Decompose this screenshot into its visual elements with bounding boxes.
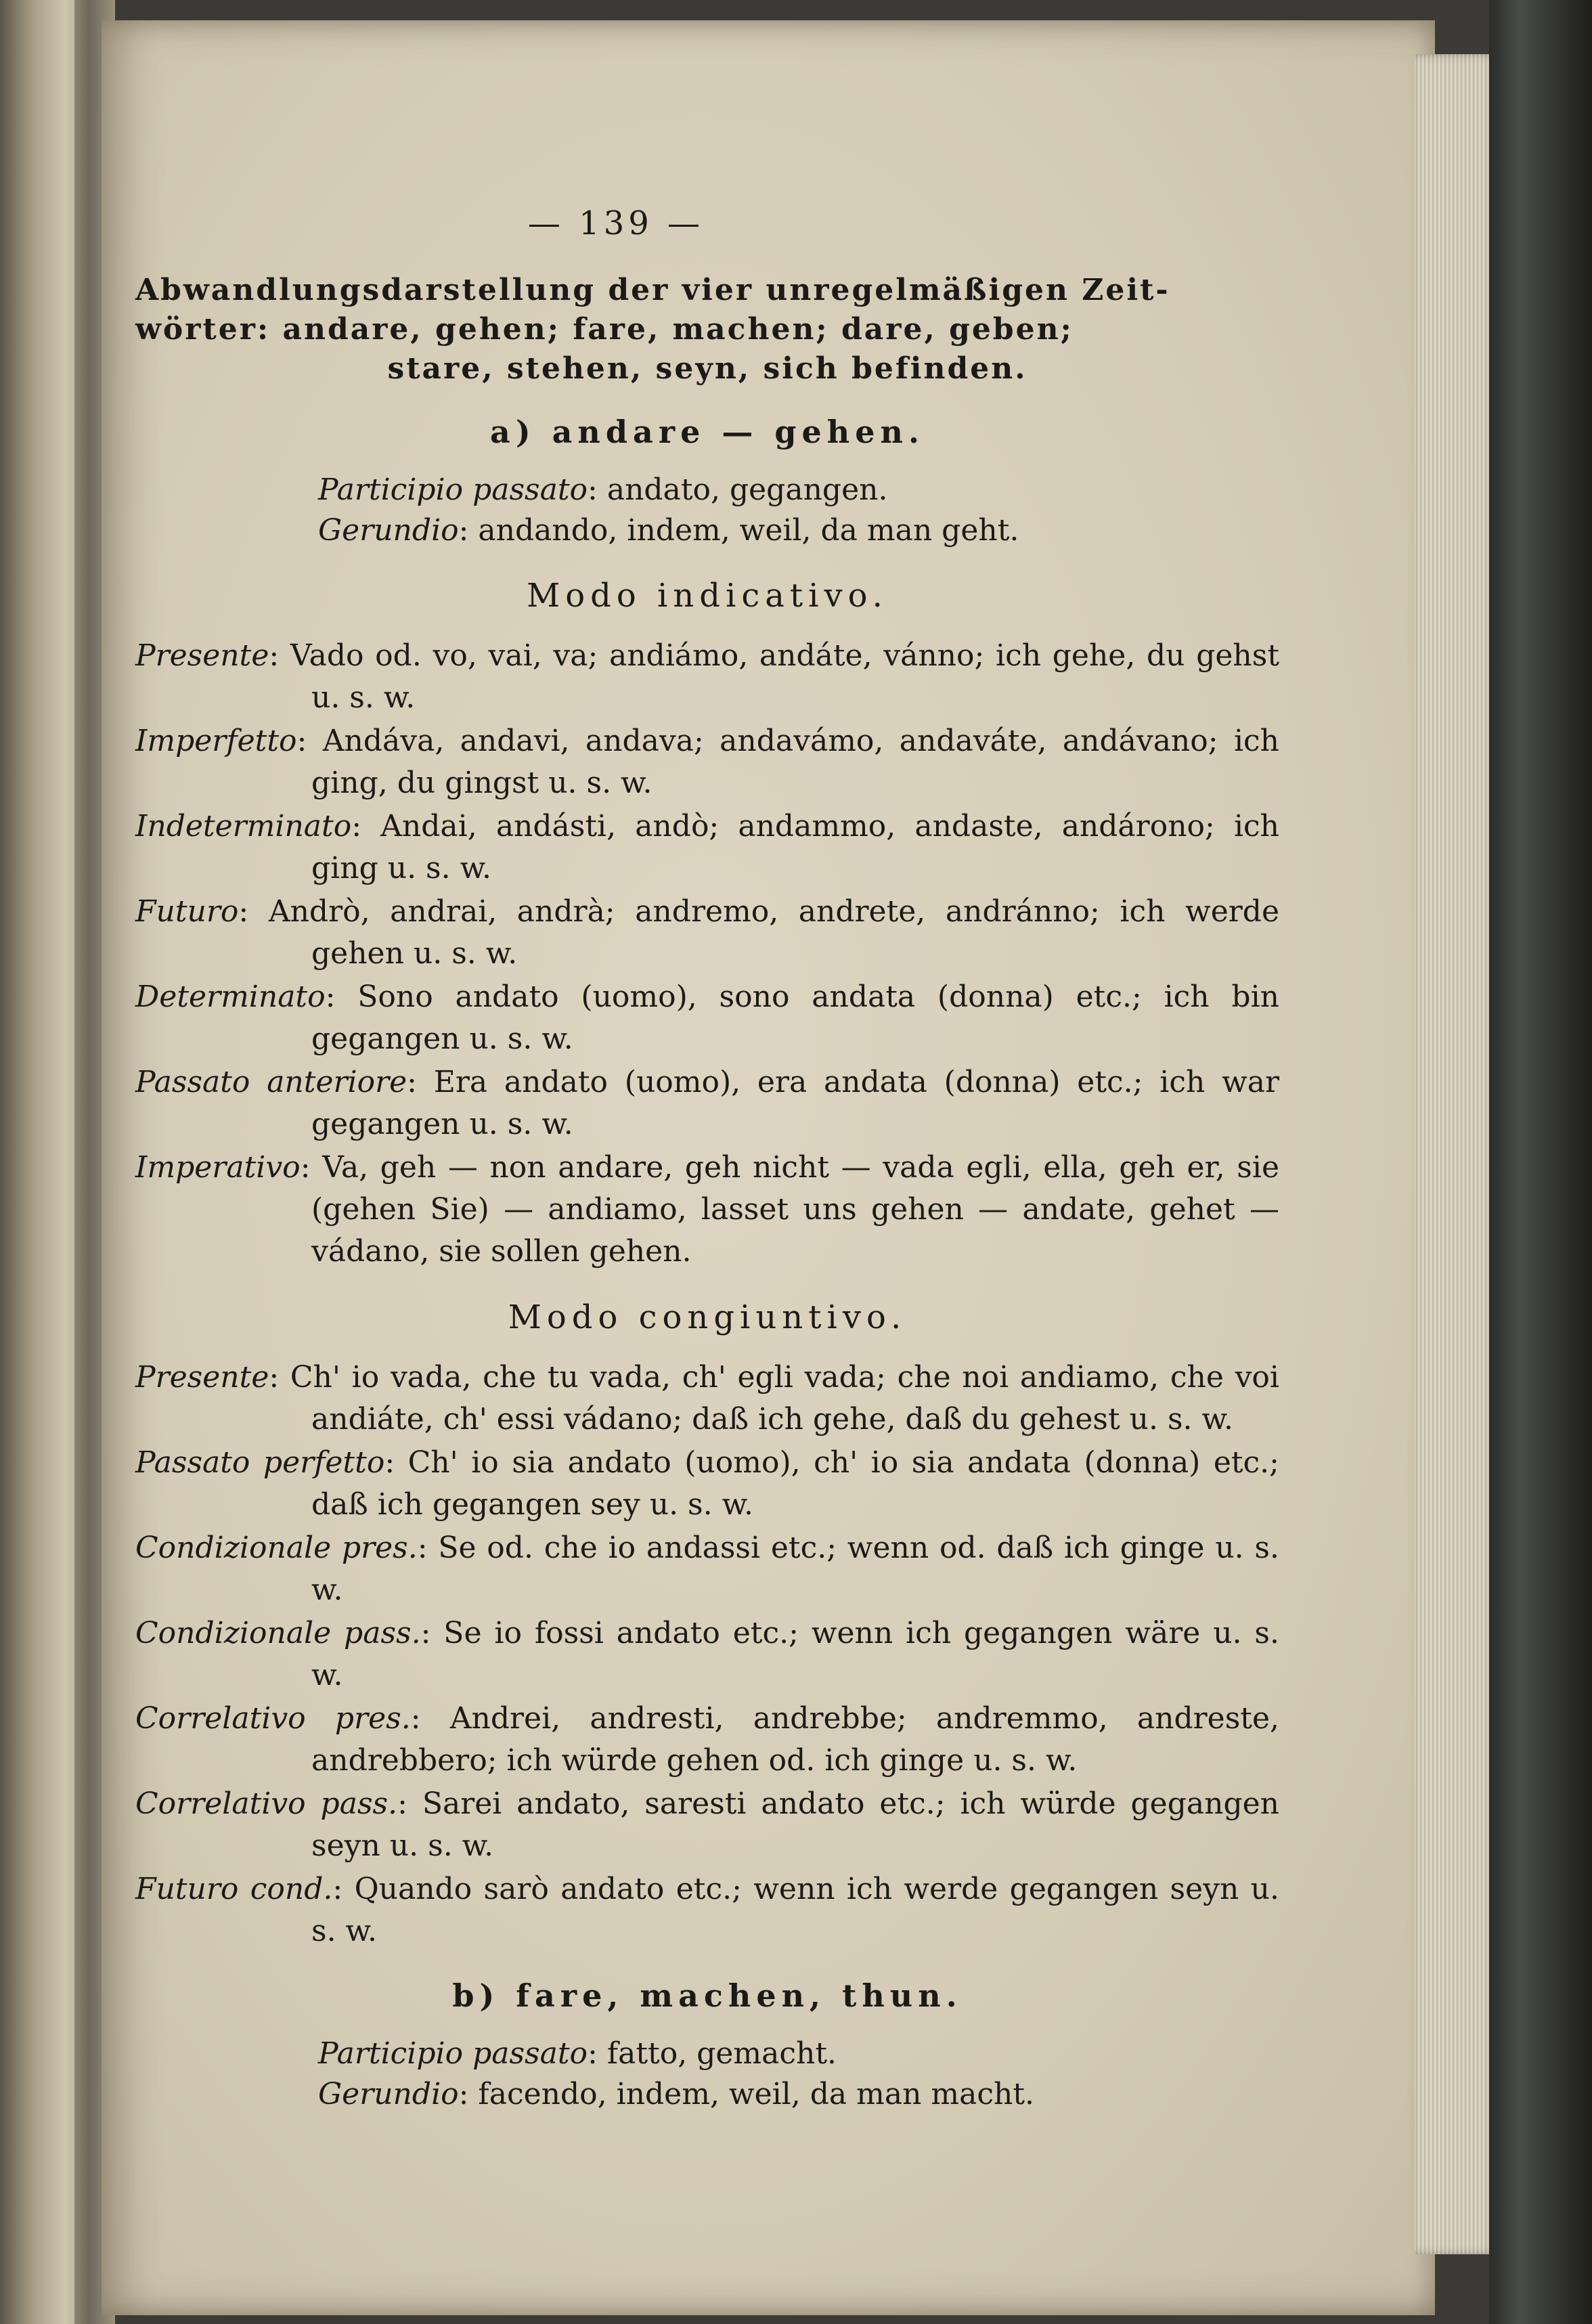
entry-label: Futuro (135, 894, 239, 929)
list-item (135, 1357, 1279, 1441)
participio-label: Participio passato (318, 2036, 588, 2071)
entry-label: Passato anteriore (135, 1065, 407, 1099)
entry-text: : Ch' io sia andato (uomo), ch' io sia andata (donna) etc.; daß ich gegangen sey u. s. w. (311, 1445, 1279, 1522)
participio-line-a (318, 470, 1279, 510)
entry-label: Indeterminato (135, 809, 352, 843)
list-item (135, 1061, 1279, 1145)
list-item (135, 976, 1279, 1060)
entry-text: : Quando sarò andato etc.; wenn ich werde gegangen seyn u. s. w. (311, 1872, 1279, 1948)
participio-text: : andato, gegangen. (588, 473, 888, 507)
entry-text: : Era andato (uomo), era andata (donna) etc.; ich war gegangen u. s. w. (311, 1065, 1279, 1141)
list-item (135, 1442, 1279, 1526)
list-item (135, 1527, 1279, 1611)
participio-text: : fatto, gemacht. (588, 2036, 837, 2071)
list-item (135, 1613, 1279, 1696)
entry-label: Correlativo pres. (135, 1701, 411, 1736)
congiuntivo-list (135, 1357, 1279, 1952)
list-item (135, 1783, 1279, 1867)
list-item (135, 1868, 1279, 1952)
list-item (135, 720, 1279, 804)
page-content (135, 203, 1279, 2115)
entry-label: Passato perfetto (135, 1445, 385, 1480)
gerundio-text: : facendo, indem, weil, da man macht. (458, 2077, 1034, 2111)
entry-text: : Andrò, andrai, andrà; andremo, andrete, andránno; ich werde gehen u. s. w. (238, 894, 1279, 971)
entry-label: Imperfetto (135, 724, 297, 758)
entry-label: Presente (135, 1360, 269, 1395)
congiuntivo-title: Modo congiuntivo. (508, 1298, 907, 1336)
entry-text: : Va, geh — non andare, geh nicht — vada egli, ella, geh er, sie (gehen Sie) — andiamo, lasset uns gehen — andate, gehet — vádano, sie sollen gehen. (300, 1150, 1279, 1269)
entry-label: Futuro cond. (135, 1872, 333, 1906)
participio-label: Participio passato (318, 473, 588, 507)
gerundio-line-a (318, 510, 1279, 551)
entry-text: : Andáva, andavi, andava; andavámo, andaváte, andávano; ich ging, du gingst u. s. w. (296, 724, 1279, 800)
chapter-heading (135, 271, 1279, 389)
entry-text: : Se io fossi andato etc.; wenn ich gegangen wäre u. s. w. (311, 1616, 1279, 1692)
gerundio-text: : andando, indem, weil, da man geht. (458, 513, 1019, 548)
gerundio-line-b (318, 2074, 1279, 2115)
heading-line-3: stare, stehen, seyn, sich befinden. (387, 351, 1027, 386)
list-item (135, 1147, 1279, 1273)
section-a-title: a) andare — gehen. (490, 414, 925, 450)
entry-text: : Andrei, andresti, andrebbe; andremmo, andreste, andrebbero; ich würde gehen od. ich ginge u. s. w. (311, 1701, 1279, 1778)
list-item (135, 635, 1279, 719)
list-item (135, 806, 1279, 890)
list-item (135, 1698, 1279, 1782)
indicativo-list (135, 635, 1279, 1273)
entry-label: Determinato (135, 980, 326, 1014)
entry-label: Correlativo pass. (135, 1786, 398, 1821)
entry-label: Condizionale pres. (135, 1531, 418, 1565)
page-number: — 139 — (527, 204, 705, 242)
entry-text: : Andai, andásti, andò; andammo, andaste, andárono; ich ging u. s. w. (311, 809, 1279, 885)
entry-text: : Ch' io vada, che tu vada, ch' egli vada; che noi andiamo, che voi andiáte, ch' essi vádano; daß ich gehe, daß du gehest u. s. w. (269, 1360, 1279, 1437)
gerundio-label: Gerundio (318, 513, 459, 548)
heading-line-2: wörter: andare, gehen; fare, machen; dare, geben; (135, 312, 1074, 347)
list-item (135, 891, 1279, 975)
entry-text: : Vado od. vo, vai, va; andiámo, andáte, vánno; ich gehe, du gehst u. s. w. (269, 638, 1279, 715)
entry-label: Condizionale pass. (135, 1616, 421, 1650)
facing-page-edge (0, 0, 81, 2324)
entry-label: Imperativo (135, 1150, 301, 1185)
book-cover-edge (1489, 0, 1592, 2324)
entry-text: : Sarei andato, saresti andato etc.; ich würde gegangen seyn u. s. w. (311, 1786, 1280, 1863)
heading-line-1: Abwandlungsdarstellung der vier unregelmäßigen Zeit- (135, 273, 1170, 307)
participio-line-b (318, 2034, 1279, 2074)
section-b-title: b) fare, machen, thun. (452, 1977, 963, 2014)
page-stack-edge (1415, 54, 1496, 2254)
gerundio-label: Gerundio (318, 2077, 459, 2111)
entry-text: : Sono andato (uomo), sono andata (donna) etc.; ich bin gegangen u. s. w. (311, 980, 1279, 1056)
indicativo-title: Modo indicativo. (527, 577, 888, 615)
entry-label: Presente (135, 638, 269, 673)
entry-text: : Se od. che io andassi etc.; wenn od. daß ich ginge u. s. w. (311, 1531, 1279, 1607)
